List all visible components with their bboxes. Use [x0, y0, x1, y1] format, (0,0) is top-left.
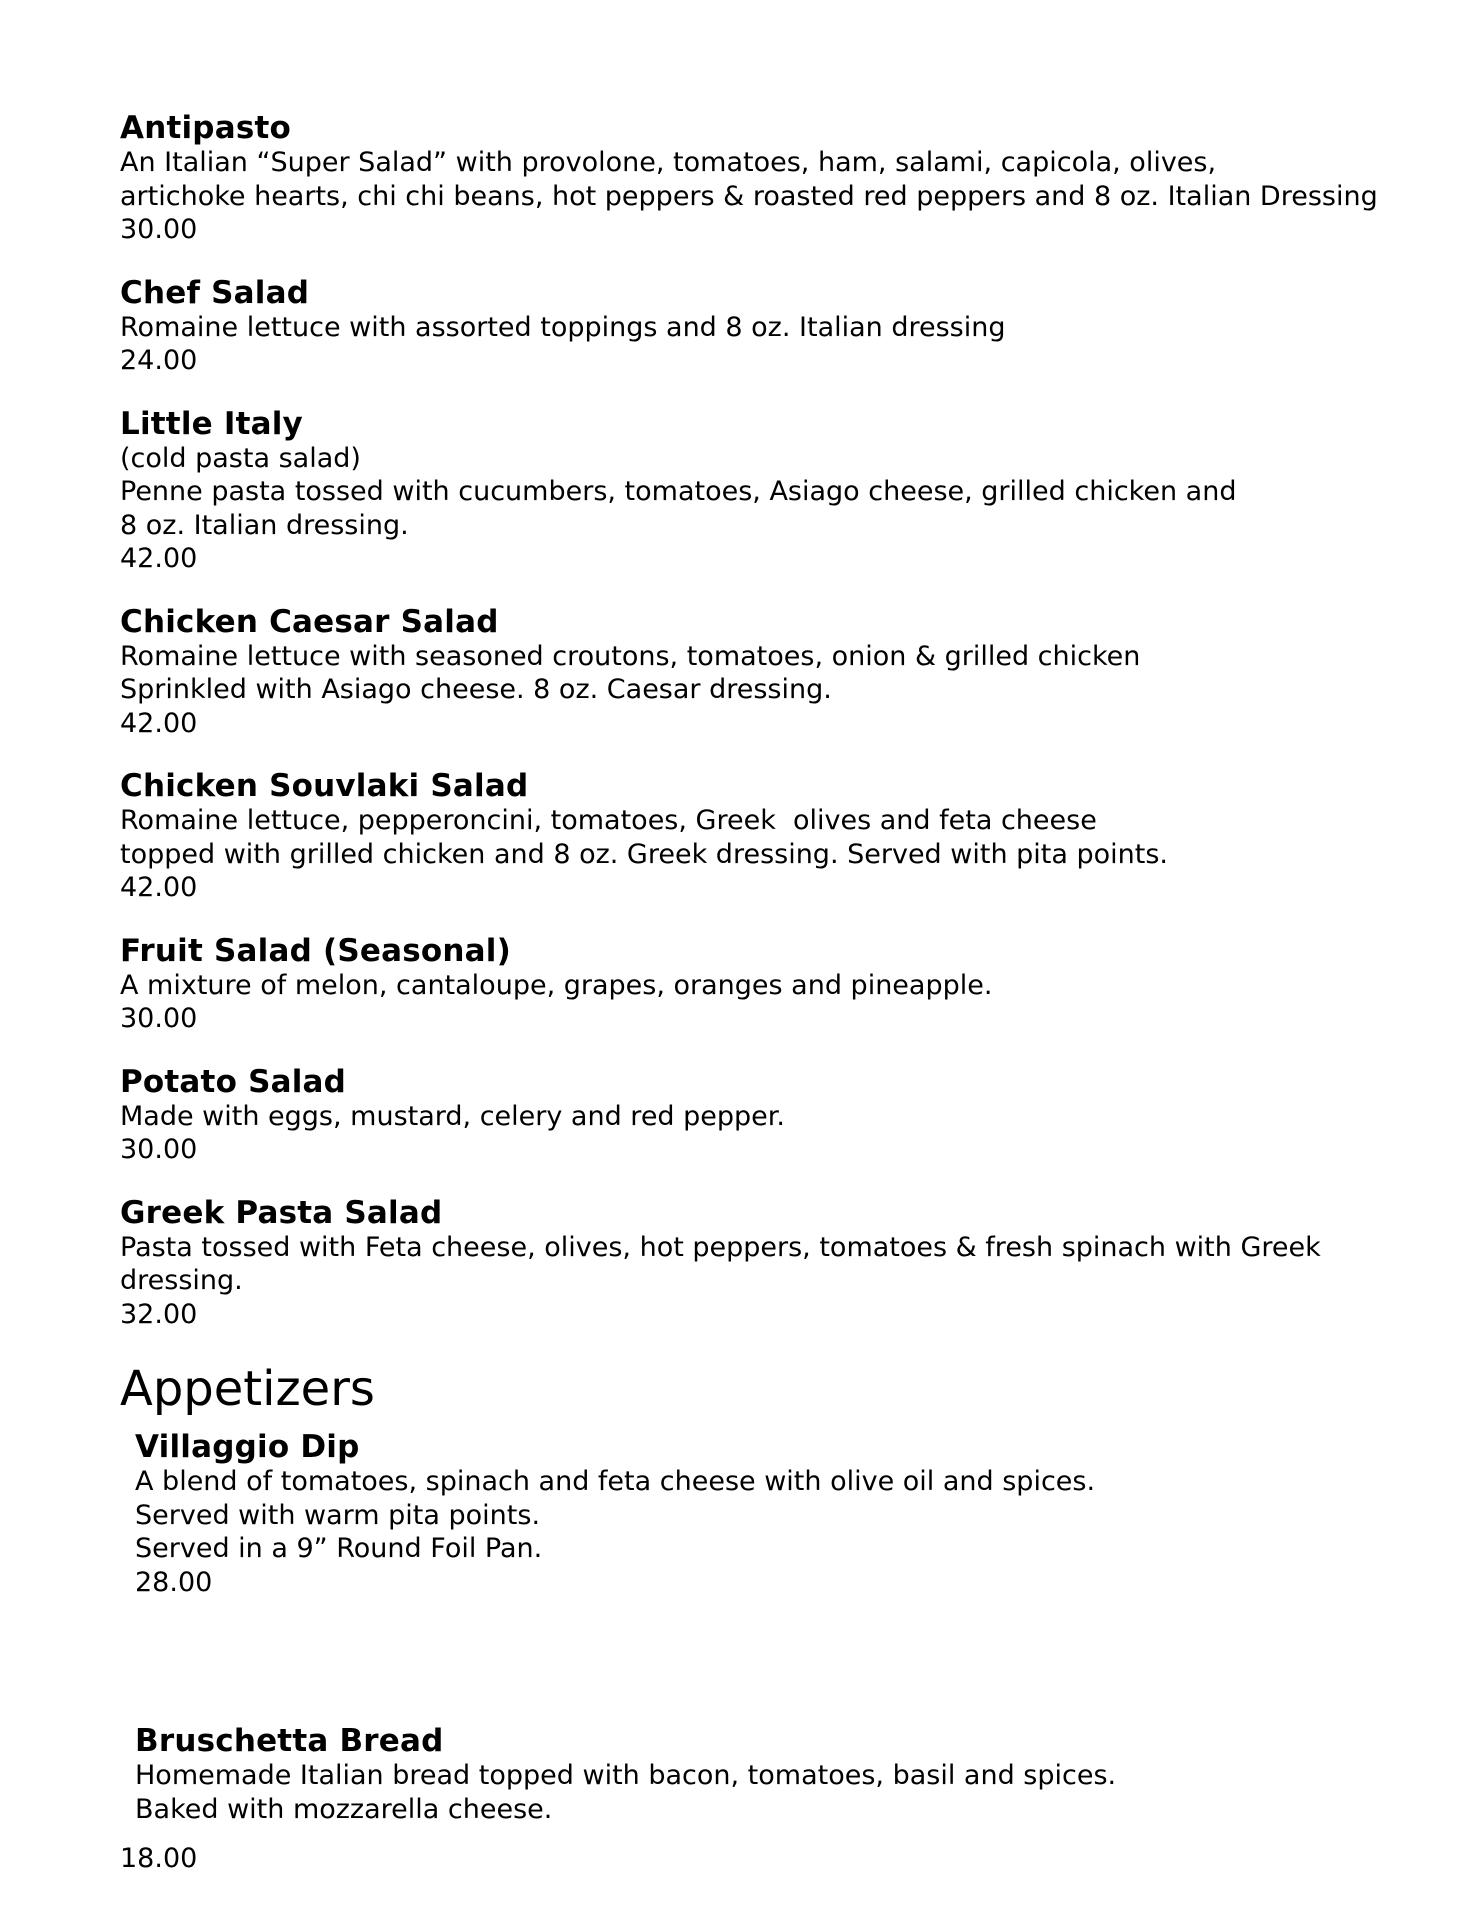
item-description-line: Pasta tossed with Feta cheese, olives, hot peppers, tomatoes & fresh spinach with Greek [120, 1231, 1321, 1263]
item-description-line: Romaine lettuce with seasoned croutons, tomatoes, onion & grilled chicken [120, 640, 1141, 672]
item-description-line: (cold pasta salad) [120, 442, 361, 474]
menu-item-bruschetta-bread [120, 1723, 1370, 1876]
item-price: 32.00 [120, 1298, 198, 1330]
item-description-line: topped with grilled chicken and 8 oz. Greek dressing. Served with pita points. [120, 838, 1169, 870]
item-description-line: artichoke hearts, chi chi beans, hot peppers & roasted red peppers and 8 oz. Italian Dressing [120, 180, 1378, 212]
item-description-line: Served with warm pita points. [135, 1499, 541, 1531]
item-price: 30.00 [120, 214, 198, 245]
item-price: 18.00 [120, 1843, 198, 1874]
menu-item-greek-pasta-salad [120, 1195, 1370, 1332]
item-name: Chicken Caesar Salad [120, 603, 499, 640]
menu-item-chicken-caesar-salad [120, 604, 1370, 741]
item-name: Chicken Souvlaki Salad [120, 768, 529, 804]
menu-item-potato-salad [120, 1064, 1370, 1167]
item-description-line: Sprinkled with Asiago cheese. 8 oz. Caesar dressing. [120, 674, 832, 705]
item-price: 24.00 [120, 345, 198, 376]
menu-item-antipasto [120, 110, 1378, 247]
menu-page [120, 110, 1378, 1904]
item-price: 30.00 [120, 1134, 198, 1165]
item-description-line: dressing. [120, 1265, 243, 1296]
item-description-line: Homemade Italian bread topped with bacon, tomatoes, basil and spices. [135, 1760, 1117, 1791]
item-price: 30.00 [120, 1003, 198, 1034]
item-description-line: Baked with mozzarella cheese. [135, 1793, 553, 1825]
item-name: Fruit Salad (Seasonal) [120, 932, 511, 969]
item-description-line: Romaine lettuce with assorted toppings and 8 oz. Italian dressing [120, 311, 1006, 343]
item-description-line: An Italian “Super Salad” with provolone, tomatoes, ham, salami, capicola, olives, [120, 147, 1217, 178]
item-price: 42.00 [120, 707, 198, 739]
item-description-line: 8 oz. Italian dressing. [120, 509, 409, 541]
item-price: 28.00 [135, 1566, 213, 1598]
menu-item-fruit-salad [120, 933, 1370, 1036]
item-name: Bruschetta Bread [135, 1723, 444, 1759]
menu-item-chef-salad [120, 275, 1370, 378]
item-name: Chef Salad [120, 274, 310, 311]
menu-item-little-italy [120, 406, 1370, 576]
item-name: Potato Salad [120, 1063, 347, 1100]
item-price: 42.00 [120, 872, 198, 903]
blank-space [135, 1627, 1370, 1723]
menu-item-chicken-souvlaki-salad [120, 768, 1370, 905]
item-name: Villaggio Dip [135, 1429, 360, 1465]
item-name: Greek Pasta Salad [120, 1194, 443, 1231]
item-description-line: Served in a 9” Round Foil Pan. [135, 1533, 543, 1564]
item-description-line: Penne pasta tossed with cucumbers, tomatoes, Asiago cheese, grilled chicken and [120, 476, 1237, 507]
item-name: Little Italy [120, 405, 303, 442]
item-description-line: Made with eggs, mustard, celery and red pepper. [120, 1100, 785, 1132]
menu-item-villaggio-dip [135, 1429, 1370, 1599]
item-description-line: Romaine lettuce, pepperoncini, tomatoes, Greek olives and feta cheese [120, 805, 1097, 836]
section-heading-appetizers: Appetizers [120, 1361, 375, 1417]
item-price: 42.00 [120, 543, 198, 574]
item-description-line: A mixture of melon, cantaloupe, grapes, oranges and pineapple. [120, 969, 993, 1001]
item-name: Antipasto [120, 110, 291, 146]
item-description-line: A blend of tomatoes, spinach and feta cheese with olive oil and spices. [135, 1466, 1096, 1497]
